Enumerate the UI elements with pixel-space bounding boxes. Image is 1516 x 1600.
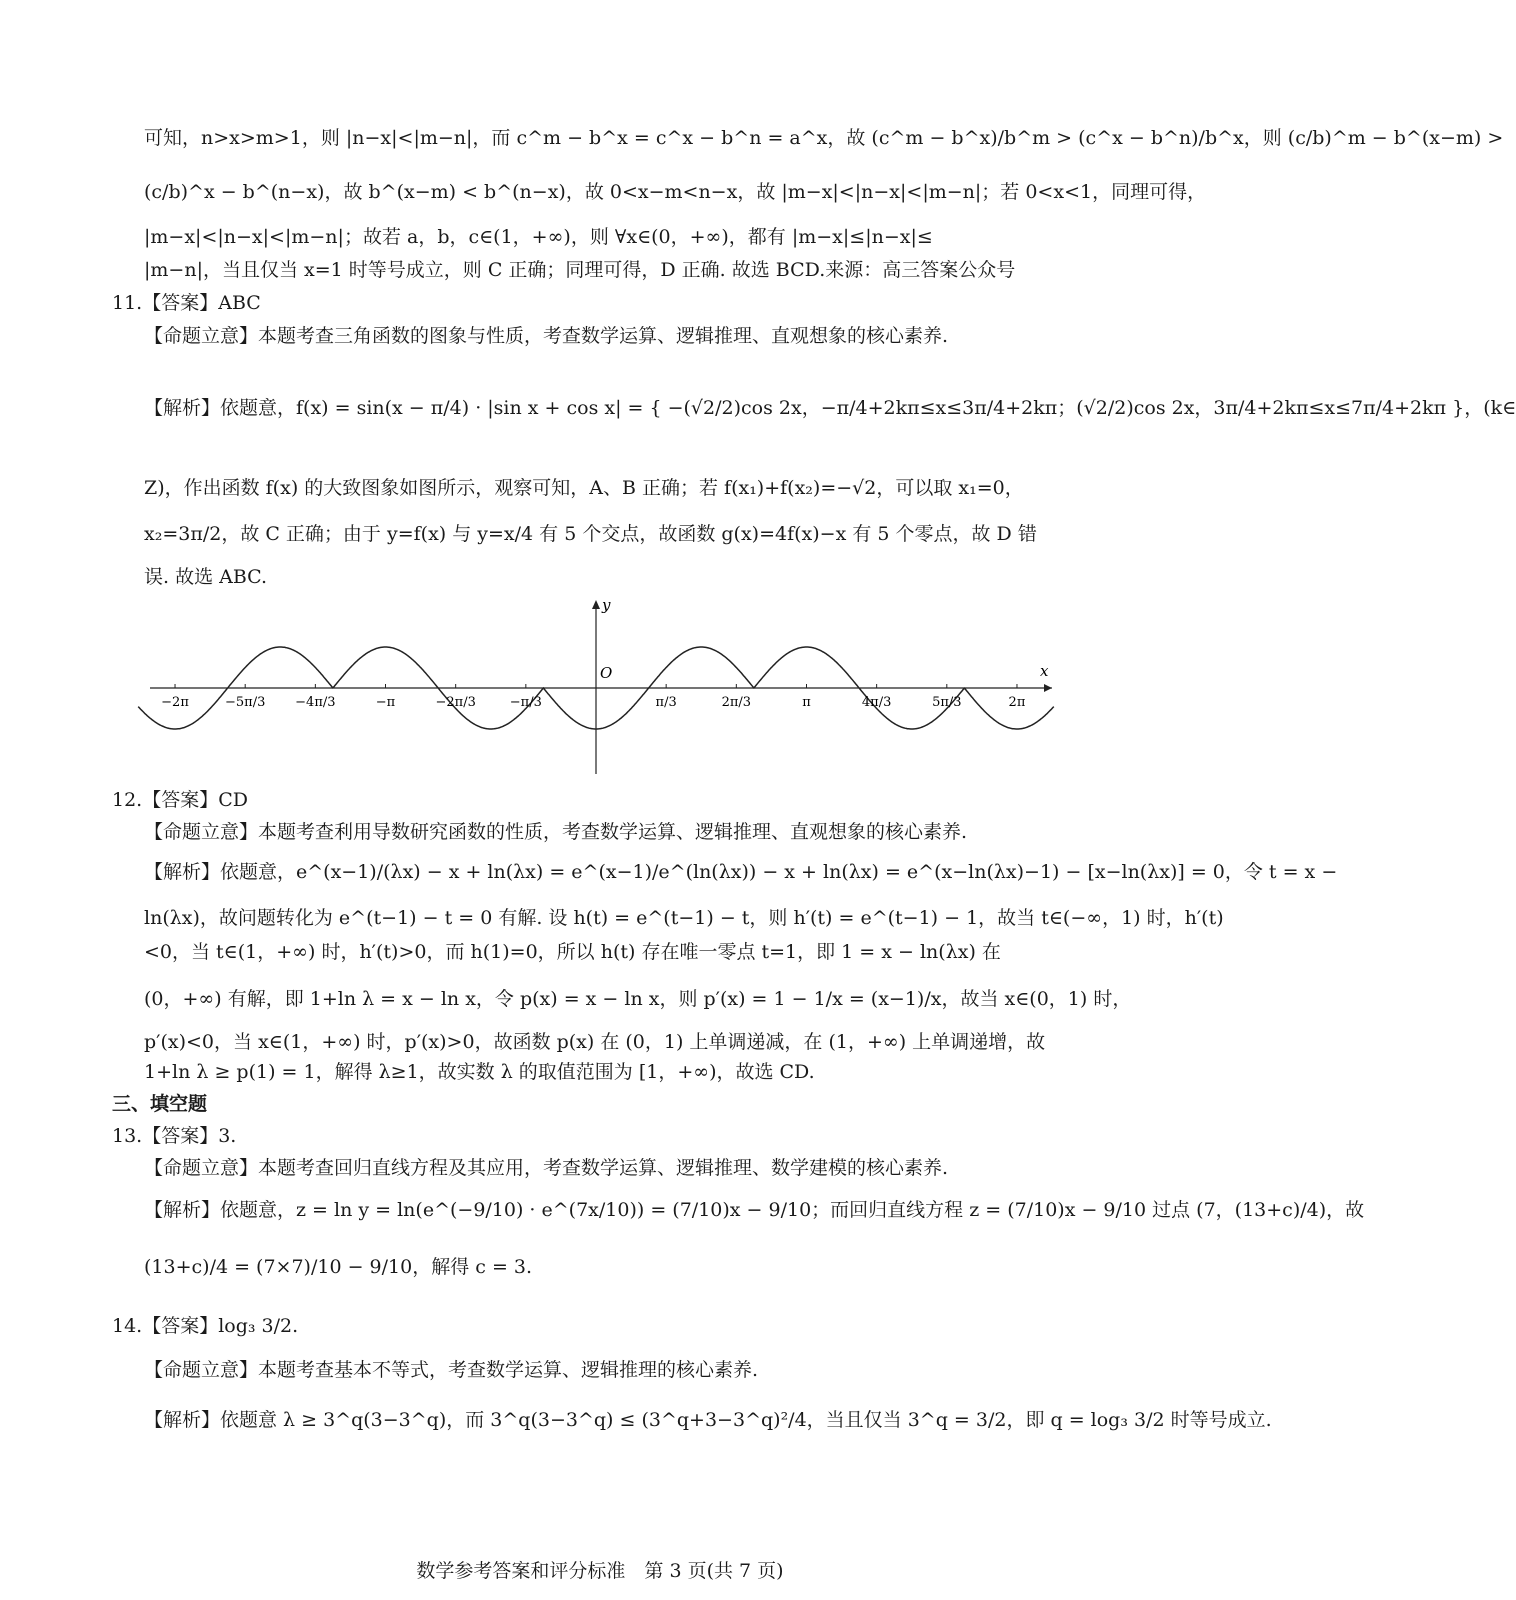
tick-label: 5π/3	[932, 695, 962, 710]
intent-11: 【命题立意】本题考查三角函数的图象与性质，考查数学运算、逻辑推理、直观想象的核心素养.	[144, 325, 949, 347]
answer-13: 13.【答案】3.	[112, 1125, 237, 1147]
page-footer: 数学参考答案和评分标准 第 3 页(共 7 页)	[416, 1560, 784, 1582]
section-heading-fill-in: 三、填空题	[112, 1093, 208, 1115]
analysis-12-line-4: (0，+∞) 有解，即 1+ln λ = x − ln x，令 p(x) = x − ln x，则 p′(x) = 1 − 1/x = (x−1)/x，故当 x∈(0，1) 时，	[144, 988, 1132, 1010]
answer-14: 14.【答案】log₃ 3/2.	[112, 1315, 299, 1337]
analysis-12-line-3: <0，当 t∈(1，+∞) 时，h′(t)>0，而 h(1)=0，所以 h(t) 存在唯一零点 t=1，即 1 = x − ln(λx) 在	[144, 941, 1001, 963]
analysis-11-line-3: x₂=3π/2，故 C 正确；由于 y=f(x) 与 y=x/4 有 5 个交点，故函数 g(x)=4f(x)−x 有 5 个零点，故 D 错	[144, 523, 1037, 545]
analysis-11-line-4: 误. 故选 ABC.	[144, 566, 268, 588]
tick-label: π	[802, 695, 811, 710]
analysis-12-line-5: p′(x)<0，当 x∈(1，+∞) 时，p′(x)>0，故函数 p(x) 在 (0，1) 上单调递减，在 (1，+∞) 上单调递增，故	[144, 1031, 1046, 1053]
tick-label: −4π/3	[295, 695, 336, 710]
x-axis-label: x	[1040, 662, 1049, 680]
text-line-3: |m−x|<|n−x|<|m−n|；故若 a，b，c∈(1，+∞)，则 ∀x∈(0，+∞)，都有 |m−x|≤|n−x|≤	[144, 226, 933, 248]
intent-12: 【命题立意】本题考查利用导数研究函数的性质，考查数学运算、逻辑推理、直观想象的核心素养.	[144, 821, 968, 843]
text-line-2: (c/b)^x − b^(n−x)，故 b^(x−m) < b^(n−x)，故 0<x−m<n−x，故 |m−x|<|n−x|<|m−n|；若 0<x<1，同理可得，	[144, 181, 1207, 203]
analysis-14: 【解析】依题意 λ ≥ 3^q(3−3^q)，而 3^q(3−3^q) ≤ (3^q+3−3^q)²/4，当且仅当 3^q = 3/2，即 q = log₃ 3/2 时等号成立.	[144, 1409, 1272, 1431]
text-line-1: 可知，n>x>m>1，则 |n−x|<|m−n|，而 c^m − b^x = c^x − b^n = a^x，故 (c^m − b^x)/b^m > (c^x − b^n)/b^x，则 (c/b)^m − b^(x−m) >	[144, 127, 1504, 149]
tick-label: 4π/3	[861, 695, 892, 710]
intent-13: 【命题立意】本题考查回归直线方程及其应用，考查数学运算、逻辑推理、数学建模的核心素养.	[144, 1157, 949, 1179]
function-graph	[140, 596, 1060, 776]
analysis-12-line-6: 1+ln λ ≥ p(1) = 1，解得 λ≥1，故实数 λ 的取值范围为 [1，+∞)，故选 CD.	[144, 1061, 815, 1083]
tick-label: π/3	[655, 695, 677, 710]
y-axis-label: y	[602, 596, 611, 614]
tick-label: −5π/3	[225, 695, 266, 710]
x-axis-arrow	[1044, 684, 1052, 692]
analysis-11-line-1: 【解析】依题意，f(x) = sin(x − π/4) · |sin x + cos x| = { −(√2/2)cos 2x，−π/4+2kπ≤x≤3π/4+2kπ；(√2/2)cos 2x，3π/4+2kπ≤x≤7π/4+2kπ }，(k∈	[144, 397, 1516, 419]
tick-label: 2π/3	[721, 695, 752, 710]
analysis-13-line-1: 【解析】依题意，z = ln y = ln(e^(−9/10) · e^(7x/10)) = (7/10)x − 9/10；而回归直线方程 z = (7/10)x − 9/10 过点 (7，(13+c)/4)，故	[144, 1199, 1365, 1221]
analysis-12-line-2: ln(λx)，故问题转化为 e^(t−1) − t = 0 有解. 设 h(t) = e^(t−1) − t，则 h′(t) = e^(t−1) − 1，故当 t∈(−∞，1) 时，h′(t)	[144, 907, 1224, 929]
tick-label: −π/3	[509, 695, 542, 710]
answer-12: 12.【答案】CD	[112, 789, 248, 811]
text-line-4: |m−n|，当且仅当 x=1 时等号成立，则 C 正确；同理可得，D 正确. 故选 BCD.来源：高三答案公众号	[144, 259, 1016, 281]
answer-11: 11.【答案】ABC	[112, 292, 261, 314]
intent-14: 【命题立意】本题考查基本不等式，考查数学运算、逻辑推理的核心素养.	[144, 1359, 759, 1381]
tick-label: −π	[375, 695, 396, 710]
tick-label: 2π	[1008, 695, 1026, 710]
origin-label: O	[600, 664, 613, 682]
y-axis-arrow	[592, 600, 600, 609]
analysis-12-line-1: 【解析】依题意，e^(x−1)/(λx) − x + ln(λx) = e^(x−1)/e^(ln(λx)) − x + ln(λx) = e^(x−ln(λx)−1) − [x−ln(λx)] = 0，令 t = x −	[144, 861, 1338, 883]
analysis-13-line-2: (13+c)/4 = (7×7)/10 − 9/10，解得 c = 3.	[144, 1256, 533, 1278]
tick-label: −2π/3	[435, 695, 476, 710]
tick-label: −2π	[161, 695, 189, 710]
analysis-11-line-2: Z)，作出函数 f(x) 的大致图象如图所示，观察可知，A、B 正确；若 f(x₁)+f(x₂)=−√2，可以取 x₁=0，	[144, 477, 1024, 499]
